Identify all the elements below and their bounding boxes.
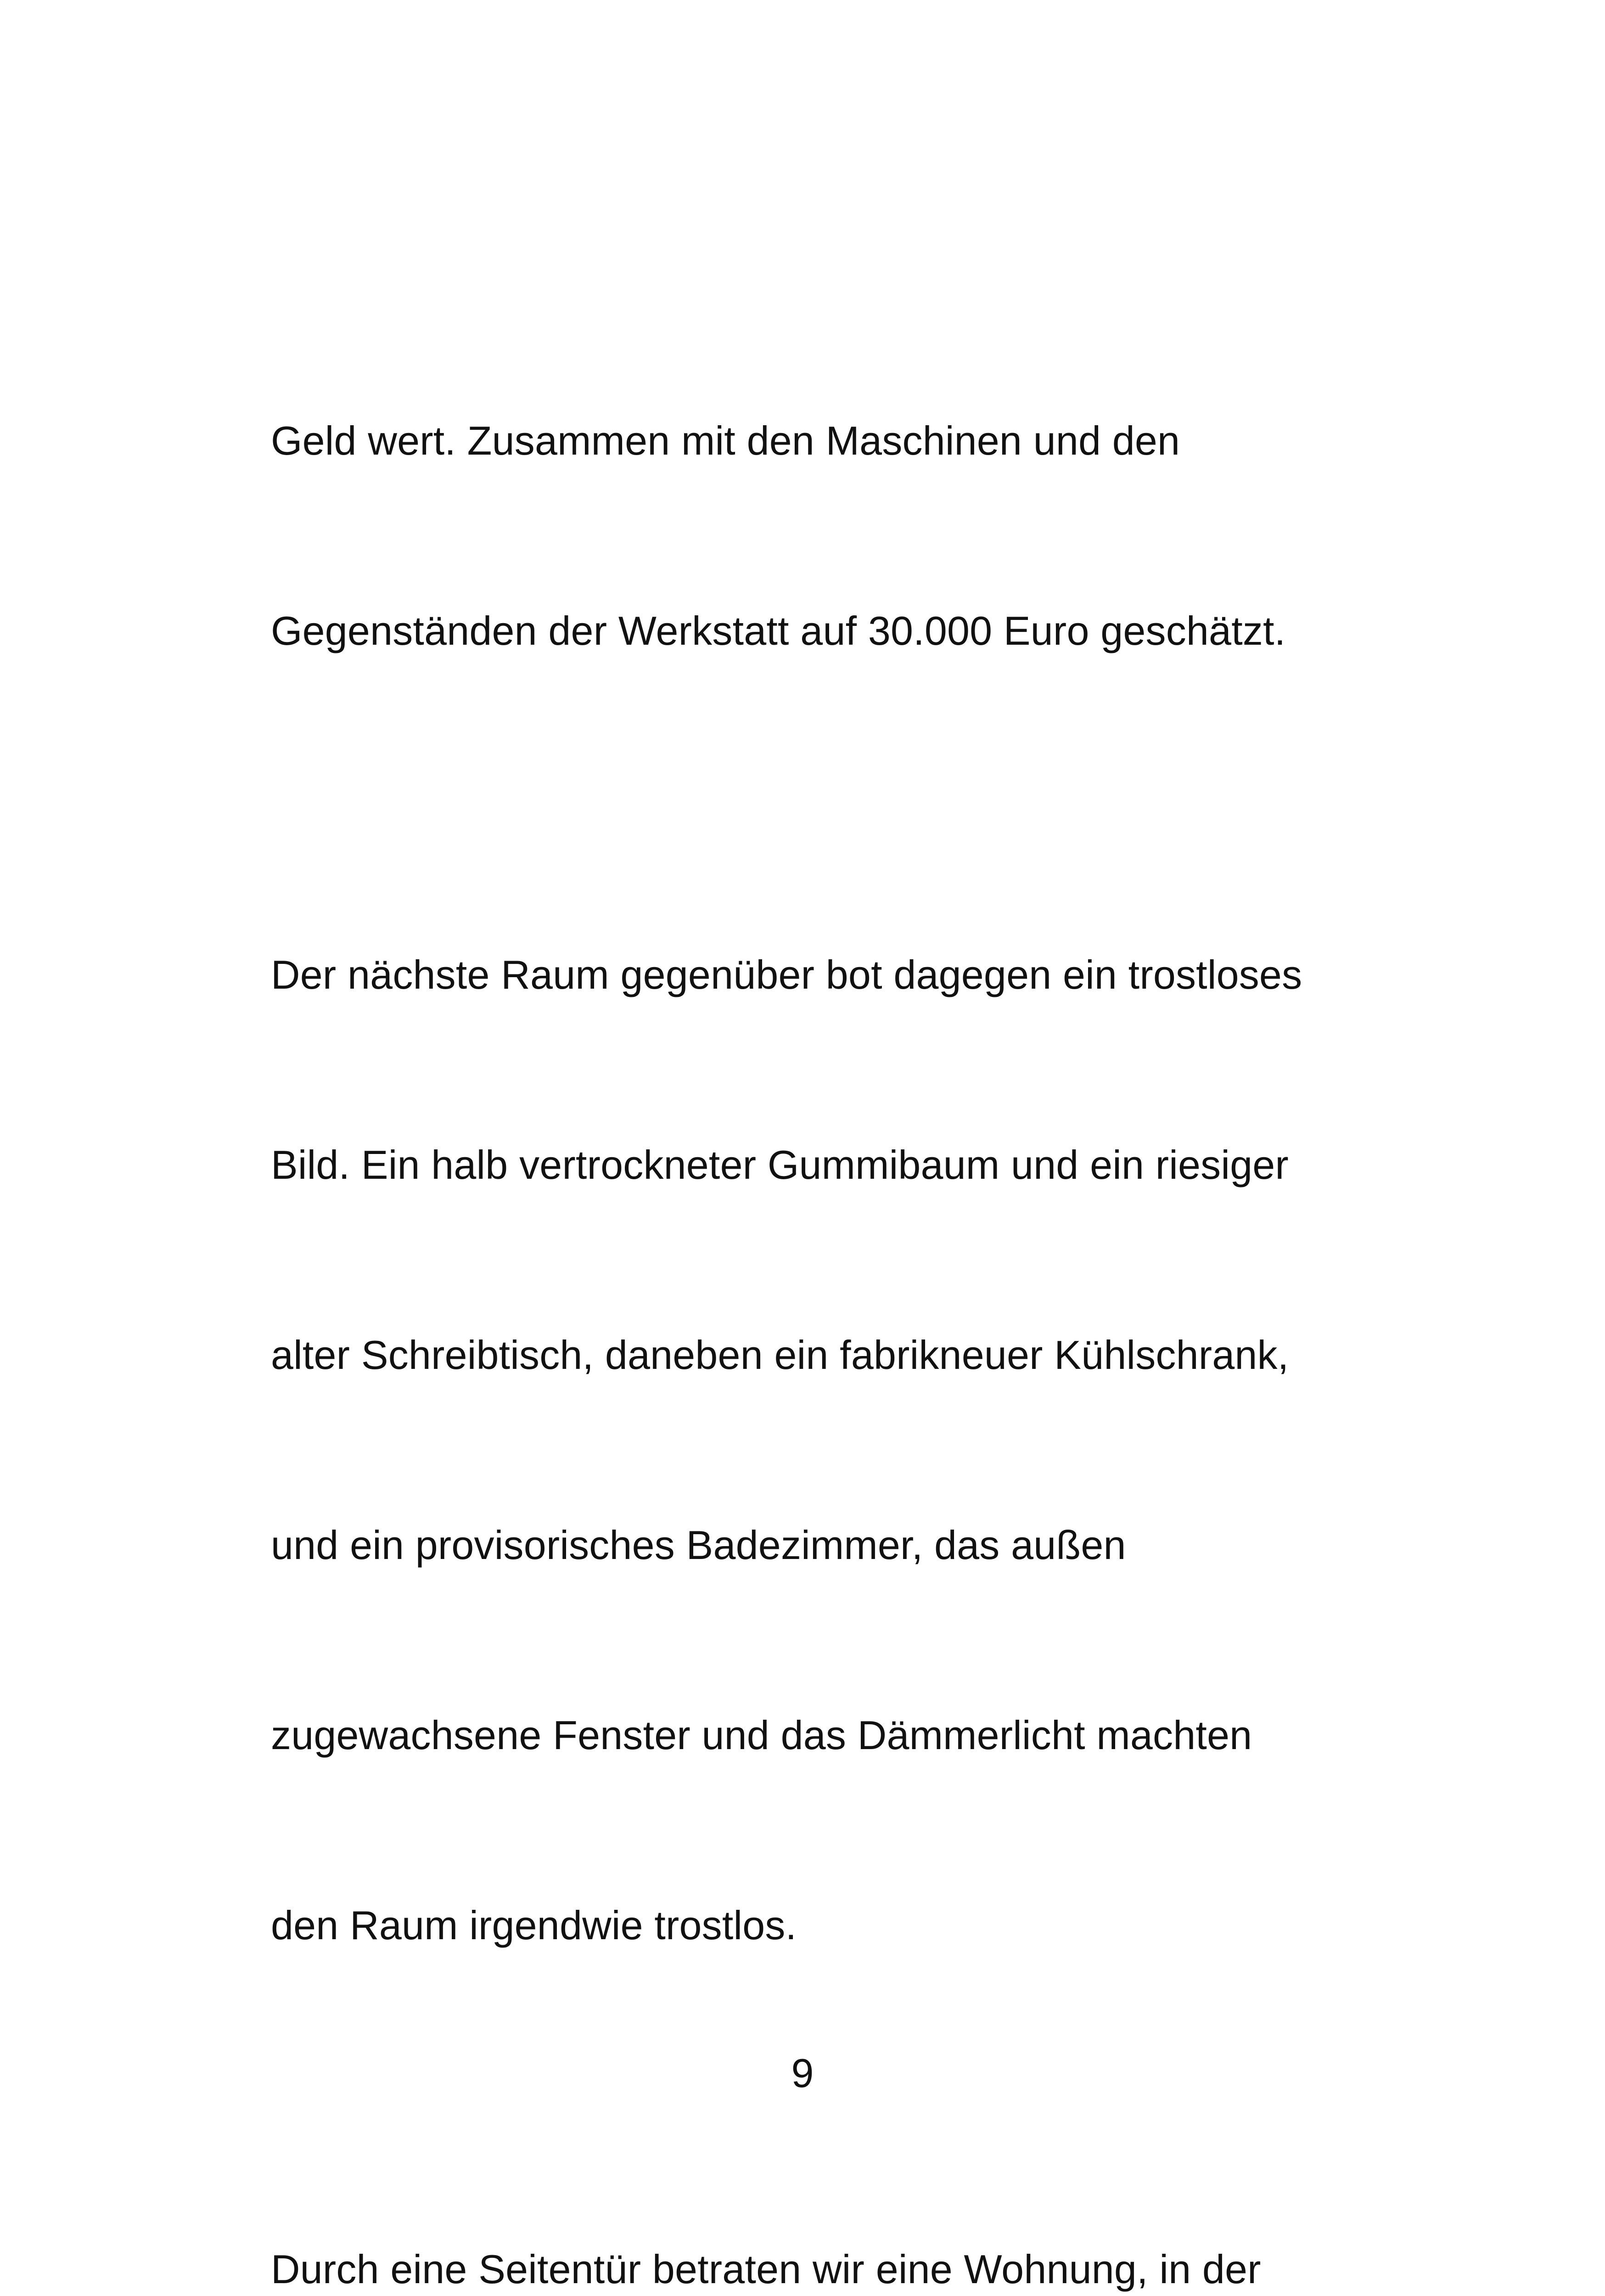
- text-line: zugewachsene Fenster und das Dämmerlicht machten: [271, 1712, 1252, 1758]
- text-line: Durch eine Seitentür betraten wir eine Wohnung, in der: [271, 2246, 1261, 2292]
- text-line: Bild. Ein halb vertrockneter Gummibaum und ein riesiger: [271, 1142, 1289, 1187]
- text-line: Geld wert. Zusammen mit den Maschinen und den: [271, 418, 1180, 463]
- paragraph-2: [271, 816, 1382, 2084]
- page-number: 9: [791, 2050, 814, 2096]
- body-text: [271, 282, 1382, 2296]
- paragraph-1: [271, 282, 1382, 789]
- text-line: den Raum irgendwie trostlos.: [271, 1902, 797, 1948]
- text-line: und ein provisorisches Badezimmer, das außen: [271, 1522, 1126, 1568]
- paragraph-3: [271, 2111, 1382, 2296]
- text-line: Gegenständen der Werkstatt auf 30.000 Euro geschätzt.: [271, 608, 1286, 653]
- text-line: Der nächste Raum gegenüber bot dagegen ein trostloses: [271, 952, 1302, 997]
- text-line: alter Schreibtisch, daneben ein fabrikneuer Kühlschrank,: [271, 1332, 1289, 1378]
